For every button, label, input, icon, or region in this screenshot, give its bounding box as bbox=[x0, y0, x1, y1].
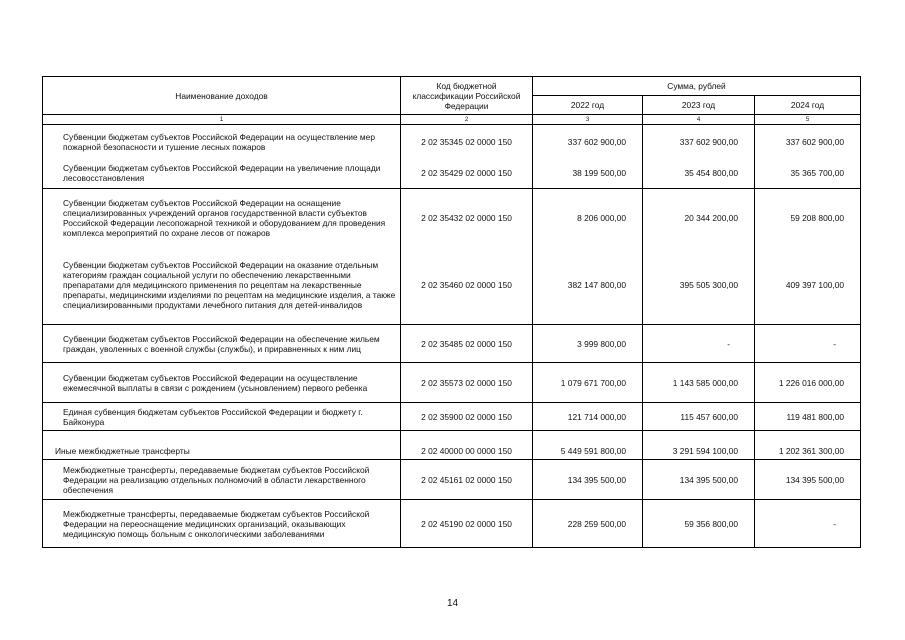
budget-code: 2 02 35573 02 0000 150 bbox=[401, 363, 533, 403]
table-row bbox=[43, 189, 861, 247]
income-name: Субвенции бюджетам субъектов Российской Федерации на осуществление ежемесячной выплаты в связи с рождением (усыновлением) первого ребенка bbox=[43, 363, 401, 403]
amount-2022: 121 714 000,00 bbox=[533, 403, 643, 431]
amount-2023: 35 454 800,00 bbox=[643, 159, 755, 189]
amount-2022: 382 147 800,00 bbox=[533, 247, 643, 325]
header-year-2024: 2024 год bbox=[755, 96, 861, 115]
table-row bbox=[43, 125, 861, 159]
amount-2024: 59 208 800,00 bbox=[755, 189, 861, 247]
table-row bbox=[43, 247, 861, 325]
budget-code: 2 02 35485 02 0000 150 bbox=[401, 325, 533, 363]
amount-2023: 395 505 300,00 bbox=[643, 247, 755, 325]
amount-2022: 5 449 591 800,00 bbox=[533, 443, 643, 460]
income-name: Межбюджетные трансферты, передаваемые бюджетам субъектов Российской Федерации на переоснащение медицинских организаций, оказывающих медицинскую помощь больным с онкологическими заболеваниями bbox=[43, 500, 401, 548]
income-name: Субвенции бюджетам субъектов Российской Федерации на увеличение площади лесовосстановления bbox=[43, 159, 401, 189]
header-year-2023: 2023 год bbox=[643, 96, 755, 115]
amount-2024: 134 395 500,00 bbox=[755, 460, 861, 500]
table-row bbox=[43, 159, 861, 189]
header-income-name: Наименование доходов bbox=[43, 77, 401, 115]
income-name: Субвенции бюджетам субъектов Российской Федерации на оказание отдельным категориям граждан социальной услуги по обеспечению лекарственными препаратами для медицинского применения по рецептам на лекарственные препараты, медицинскими изделиями по рецептам на медицинские изделия, а также специализированными продуктами лечебного питания для детей-инвалидов bbox=[43, 247, 401, 325]
amount-2022: 38 199 500,00 bbox=[533, 159, 643, 189]
amount-2024: 337 602 900,00 bbox=[755, 125, 861, 159]
amount-2024: - bbox=[755, 325, 861, 363]
budget-code: 2 02 35432 02 0000 150 bbox=[401, 189, 533, 247]
income-name: Иные межбюджетные трансферты bbox=[43, 443, 401, 460]
budget-code: 2 02 35900 02 0000 150 bbox=[401, 403, 533, 431]
table-row bbox=[43, 363, 861, 403]
header-budget-code: Код бюджетной классификации Российской Федерации bbox=[401, 77, 533, 115]
budget-revenue-table bbox=[42, 76, 861, 548]
table-row bbox=[43, 460, 861, 500]
amount-2023: 59 356 800,00 bbox=[643, 500, 755, 548]
amount-2024: 35 365 700,00 bbox=[755, 159, 861, 189]
amount-2023: 337 602 900,00 bbox=[643, 125, 755, 159]
column-number: 3 bbox=[533, 115, 643, 125]
column-number: 5 bbox=[755, 115, 861, 125]
header-year-2022: 2022 год bbox=[533, 96, 643, 115]
amount-2024: 409 397 100,00 bbox=[755, 247, 861, 325]
budget-code: 2 02 40000 00 0000 150 bbox=[401, 443, 533, 460]
income-name: Единая субвенция бюджетам субъектов Российской Федерации и бюджету г. Байконура bbox=[43, 403, 401, 431]
budget-code: 2 02 45190 02 0000 150 bbox=[401, 500, 533, 548]
page-number: 14 bbox=[446, 598, 459, 609]
amount-2023: 3 291 594 100,00 bbox=[643, 443, 755, 460]
amount-2022: 228 259 500,00 bbox=[533, 500, 643, 548]
table-row bbox=[43, 325, 861, 363]
amount-2023: 1 143 585 000,00 bbox=[643, 363, 755, 403]
income-name: Субвенции бюджетам субъектов Российской Федерации на обеспечение жильем граждан, уволенных с военной службы (службы), и приравненных к ним лиц bbox=[43, 325, 401, 363]
amount-2022: 134 395 500,00 bbox=[533, 460, 643, 500]
table-spacer-row bbox=[43, 431, 861, 444]
column-number: 4 bbox=[643, 115, 755, 125]
budget-code: 2 02 35429 02 0000 150 bbox=[401, 159, 533, 189]
budget-code: 2 02 35345 02 0000 150 bbox=[401, 125, 533, 159]
amount-2024: 1 226 016 000,00 bbox=[755, 363, 861, 403]
amount-2022: 337 602 900,00 bbox=[533, 125, 643, 159]
amount-2022: 1 079 671 700,00 bbox=[533, 363, 643, 403]
amount-2023: 134 395 500,00 bbox=[643, 460, 755, 500]
amount-2023: - bbox=[643, 325, 755, 363]
table-row bbox=[43, 500, 861, 548]
amount-2022: 3 999 800,00 bbox=[533, 325, 643, 363]
table-row bbox=[43, 443, 861, 460]
table-row bbox=[43, 403, 861, 431]
amount-2023: 20 344 200,00 bbox=[643, 189, 755, 247]
income-name: Субвенции бюджетам субъектов Российской Федерации на оснащение специализированных учреждений органов государственной власти субъектов Российской Федерации лесопожарной техникой и оборудованием для проведения комплекса мероприятий по охране лесов от пожаров bbox=[43, 189, 401, 247]
budget-code: 2 02 45161 02 0000 150 bbox=[401, 460, 533, 500]
header-sum: Сумма, рублей bbox=[533, 77, 861, 96]
amount-2024: 119 481 800,00 bbox=[755, 403, 861, 431]
amount-2022: 8 206 000,00 bbox=[533, 189, 643, 247]
column-number: 1 bbox=[43, 115, 401, 125]
amount-2023: 115 457 600,00 bbox=[643, 403, 755, 431]
column-number: 2 bbox=[401, 115, 533, 125]
income-name: Субвенции бюджетам субъектов Российской Федерации на осуществление мер пожарной безопасности и тушение лесных пожаров bbox=[43, 125, 401, 159]
amount-2024: - bbox=[755, 500, 861, 548]
amount-2024: 1 202 361 300,00 bbox=[755, 443, 861, 460]
income-name: Межбюджетные трансферты, передаваемые бюджетам субъектов Российской Федерации на реализацию отдельных полномочий в области лекарственного обеспечения bbox=[43, 460, 401, 500]
budget-code: 2 02 35460 02 0000 150 bbox=[401, 247, 533, 325]
